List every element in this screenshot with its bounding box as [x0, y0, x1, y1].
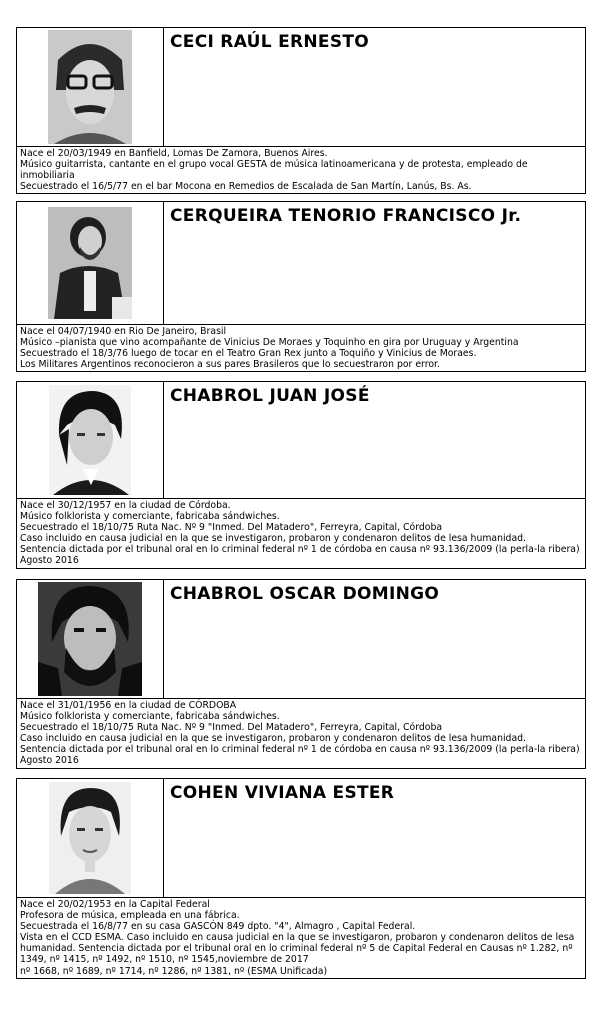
portrait-photo-young-woman — [49, 782, 131, 894]
detail-line: Caso incluido en causa judicial en la que se investigaron, probaron y condenaron delitos de lesa humanidad. — [20, 733, 527, 745]
photo-cell — [17, 382, 164, 498]
detail-line: Músico guitarrista, cantante en el grupo vocal GESTA de música latinoamericana y de protesta, empleado de inmobiliaria — [20, 159, 528, 182]
detail-line: Músico folklorista y comerciante, fabricaba sándwiches. — [20, 511, 280, 523]
detail-line: Secuestrado el 16/5/77 en el bar Mocona en Remedios de Escalada de San Martín, Lanús, Bs. As. — [20, 181, 472, 193]
person-name: COHEN VIVIANA ESTER — [170, 783, 395, 803]
detail-line: Sentencia dictada por el tribunal oral en lo criminal federal nº 1 de córdoba en causa nº 93.136/2009 (la perla-la ribera) Agosto 2016 — [20, 744, 580, 767]
detail-line: Nace el 20/03/1949 en Banfield, Lomas De Zamora, Buenos Aires. — [20, 148, 328, 159]
photo-cell — [17, 580, 164, 698]
record-card — [16, 381, 586, 569]
portrait-photo-young-man — [49, 385, 131, 495]
details-block — [17, 147, 585, 193]
person-name: CHABROL JUAN JOSÉ — [170, 386, 370, 406]
detail-line: Nace el 30/12/1957 en la ciudad de Córdoba. — [20, 500, 231, 511]
details-block — [17, 898, 585, 978]
detail-line: Secuestrado el 18/3/76 luego de tocar en el Teatro Gran Rex junto a Toquiño y Vinicius de Moraes. — [20, 348, 477, 360]
detail-line: Músico folklorista y comerciante, fabricaba sándwiches. — [20, 711, 280, 723]
details-block — [17, 699, 585, 768]
details-block — [17, 499, 585, 568]
detail-line: nº 1668, nº 1689, nº 1714, nº 1286, nº 1381, nº (ESMA Unificada) — [20, 965, 328, 977]
record-card — [16, 778, 586, 979]
detail-line: Secuestrada el 16/8/77 en su casa GASCÓN 849 dpto. "4", Almagro , Capital Federal. — [20, 921, 416, 933]
details-block — [17, 325, 585, 371]
portrait-photo-bearded-man — [38, 582, 142, 696]
photo-cell — [17, 779, 164, 897]
detail-line: Secuestrado el 18/10/75 Ruta Nac. Nº 9 "Inmed. Del Matadero", Ferreyra, Capital, Córdoba — [20, 722, 443, 734]
record-card — [16, 201, 586, 372]
detail-line: Nace el 20/02/1953 en la Capital Federal — [20, 899, 210, 910]
detail-line: Nace el 31/01/1956 en la ciudad de CÓRDOBA — [20, 700, 237, 711]
detail-line: Secuestrado el 18/10/75 Ruta Nac. Nº 9 "Inmed. Del Matadero", Ferreyra, Capital, Córdoba — [20, 522, 443, 534]
person-name: CHABROL OSCAR DOMINGO — [170, 584, 440, 604]
photo-cell — [17, 202, 164, 324]
portrait-photo-man-glasses — [48, 30, 132, 144]
person-name: CECI RAÚL ERNESTO — [170, 32, 370, 52]
person-name: CERQUEIRA TENORIO FRANCISCO Jr. — [170, 206, 522, 226]
photo-cell — [17, 28, 164, 146]
detail-line: Vista en el CCD ESMA. Caso incluido en causa judicial en la que se investigaron, probaron y condenaron delitos de lesa humanidad. Sentencia dictada por el tribunal oral en lo criminal federal nº 5 de Capital Federal en Causas nº 1.282, nº 1349, nº 1415, nº 1492, nº 1510, nº 1545,noviembre de 2017 — [20, 932, 575, 966]
portrait-photo-man-seated — [48, 207, 132, 319]
detail-line: Nace el 04/07/1940 en Rio De Janeiro, Brasil — [20, 326, 227, 337]
detail-line: Músico –pianista que vino acompañante de Vinicius De Moraes y Toquinho en gira por Uruguay y Argentina — [20, 337, 519, 349]
detail-line: Profesora de música, empleada en una fábrica. — [20, 910, 240, 922]
detail-line: Los Militares Argentinos reconocieron a sus pares Brasileros que lo secuestraron por error. — [20, 359, 440, 371]
detail-line: Sentencia dictada por el tribunal oral en lo criminal federal nº 1 de córdoba en causa nº 93.136/2009 (la perla-la ribera) Agosto 2016 — [20, 544, 580, 567]
record-card — [16, 27, 586, 194]
detail-line: Caso incluido en causa judicial en la que se investigaron, probaron y condenaron delitos de lesa humanidad. — [20, 533, 527, 545]
record-card — [16, 579, 586, 769]
